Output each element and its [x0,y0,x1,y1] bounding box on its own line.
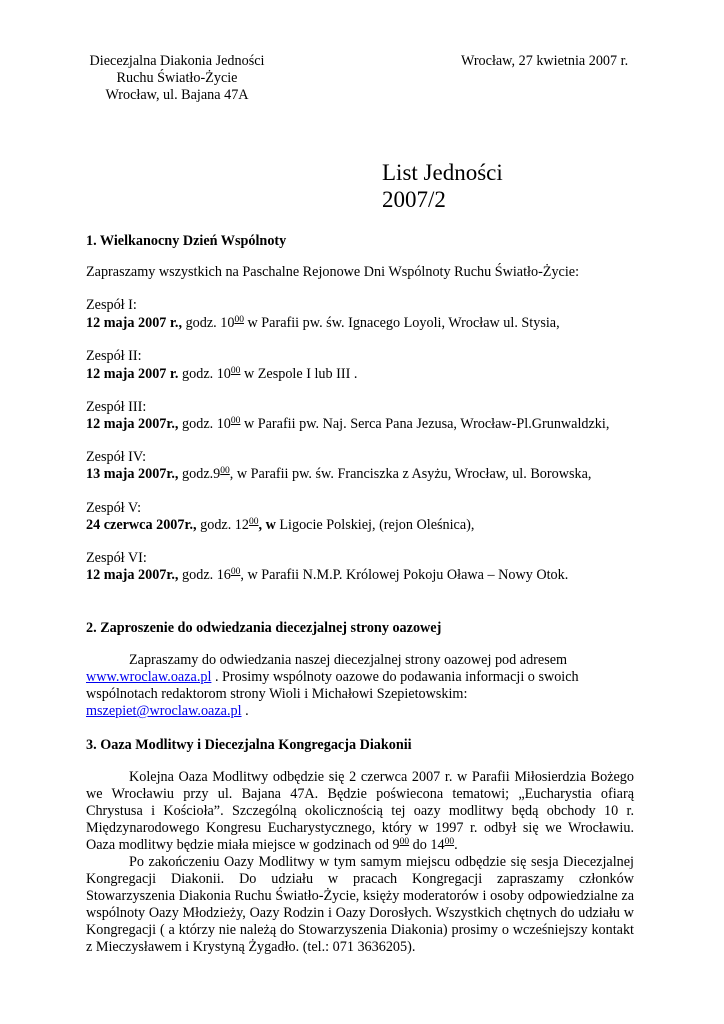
website-link[interactable]: www.wroclaw.oaza.pl [86,669,212,685]
team-6-details: 12 maja 2007r., godz. $16^{00}$, w Parafii N.M.P. Królowej Pokoju Oława – Nowy Otok. [86,567,569,583]
team-3-details: 12 maja 2007r., godz. $10^{00}$ w Parafii pw. Naj. Serca Pana Jezusa, Wrocław-Pl.Grunwaldzki, [86,416,610,432]
section3-paragraph2: Po zakończeniu Oazy Modlitwy w tym samym miejscu odbędzie się sesja Diecezjalnej Kongregacji Diakonii. Do udziału w pracach Kongregacji zapraszamy członków Stowarzyszenia Diakonia Ruchu Światło-Życie, księży moderatorów i osoby odpowiedzialne za wspólnoty Oazy Młodzieży, Oazy Rodzin i Oazy Dorosłych. Wszystkich chętnych do udziału w Kongregacji ( a którzy nie należą do Stowarzyszenia Diakonia) prosimy o wcześniejszy kontakt z Mieczysławem i Krystyną Żygadło. (tel.: 071 3636205). [86,854,634,955]
team-4-details: 13 maja 2007r., $godz.9^{00}$, w Parafii pw. św. Franciszka z Asyżu, Wrocław, ul. Borowska, [86,466,592,482]
team-2-label: Zespół II: [86,348,142,364]
section2-line3: wspólnotach redaktorom strony Wioli i Michałowi Szepietowskim: [86,686,468,702]
header-org-line1: Diecezjalna Diakonia Jedności [89,53,265,69]
team-6-label: Zespół VI: [86,550,147,566]
team-1-details: 12 maja 2007 r., godz. $10^{00}$ w Parafii pw. św. Ignacego Loyoli, Wrocław ul. Stysia, [86,315,560,331]
section2-line1: Zapraszamy do odwiedzania naszej diecezjalnej strony oazowej pod adresem [129,652,568,668]
header-org [86,53,268,104]
section2-line4: mszepiet@wroclaw.oaza.pl . [86,703,249,719]
section3-heading: 3. Oaza Modlitwy i Diecezjalna Kongregacja Diakonii [86,737,412,753]
team-1-label: Zespół I: [86,297,137,313]
section2-heading: 2. Zaproszenie do odwiedzania diecezjalnej strony oazowej [86,620,442,636]
section3-paragraph1: Kolejna Oaza Modlitwy odbędzie się 2 czerwca 2007 r. w Parafii Miłosierdzia Bożego we Wrocławiu przy ul. Bajana 47A. Będzie poświecona tematowi; „Eucharystia ofiarą Chrystusa i Kościoła”. Szczególną okolicznością tej oazy modlitwy będą obchody 10 r. Międzynarodowego Kongresu Eucharystycznego, który w 1997 r. odbył się we Wrocławiu. Oaza modlitwy będzie miała miejsce w godzinach od $9^{00}$ do $14^{00}$. [86,769,634,853]
header-org-line2: Ruchu Światło-Życie [116,70,238,86]
team-2-details: 12 maja 2007 r. godz. $10^{00}$ w Zespole I lub III . [86,366,358,382]
email-link[interactable]: mszepiet@wroclaw.oaza.pl [86,703,242,719]
title-line1: List Jedności [382,160,503,185]
title-line2: 2007/2 [382,187,446,212]
header-date: Wrocław, 27 kwietnia 2007 r. [461,53,629,69]
team-4-label: Zespół IV: [86,449,147,465]
section1-intro: Zapraszamy wszystkich na Paschalne Rejonowe Dni Wspólnoty Ruchu Światło-Życie: [86,264,580,280]
team-5-label: Zespół V: [86,500,142,516]
section1-heading: 1. Wielkanocny Dzień Wspólnoty [86,233,287,249]
team-3-label: Zespół III: [86,399,147,415]
section2-line2: www.wroclaw.oaza.pl . Prosimy wspólnoty oazowe do podawania informacji o swoich [86,669,579,685]
header-org-line3: Wrocław, ul. Bajana 47A [105,87,249,103]
team-5-details: 24 czerwca 2007r., godz. $12^{00}$, w Ligocie Polskiej, (rejon Oleśnica), [86,517,475,533]
